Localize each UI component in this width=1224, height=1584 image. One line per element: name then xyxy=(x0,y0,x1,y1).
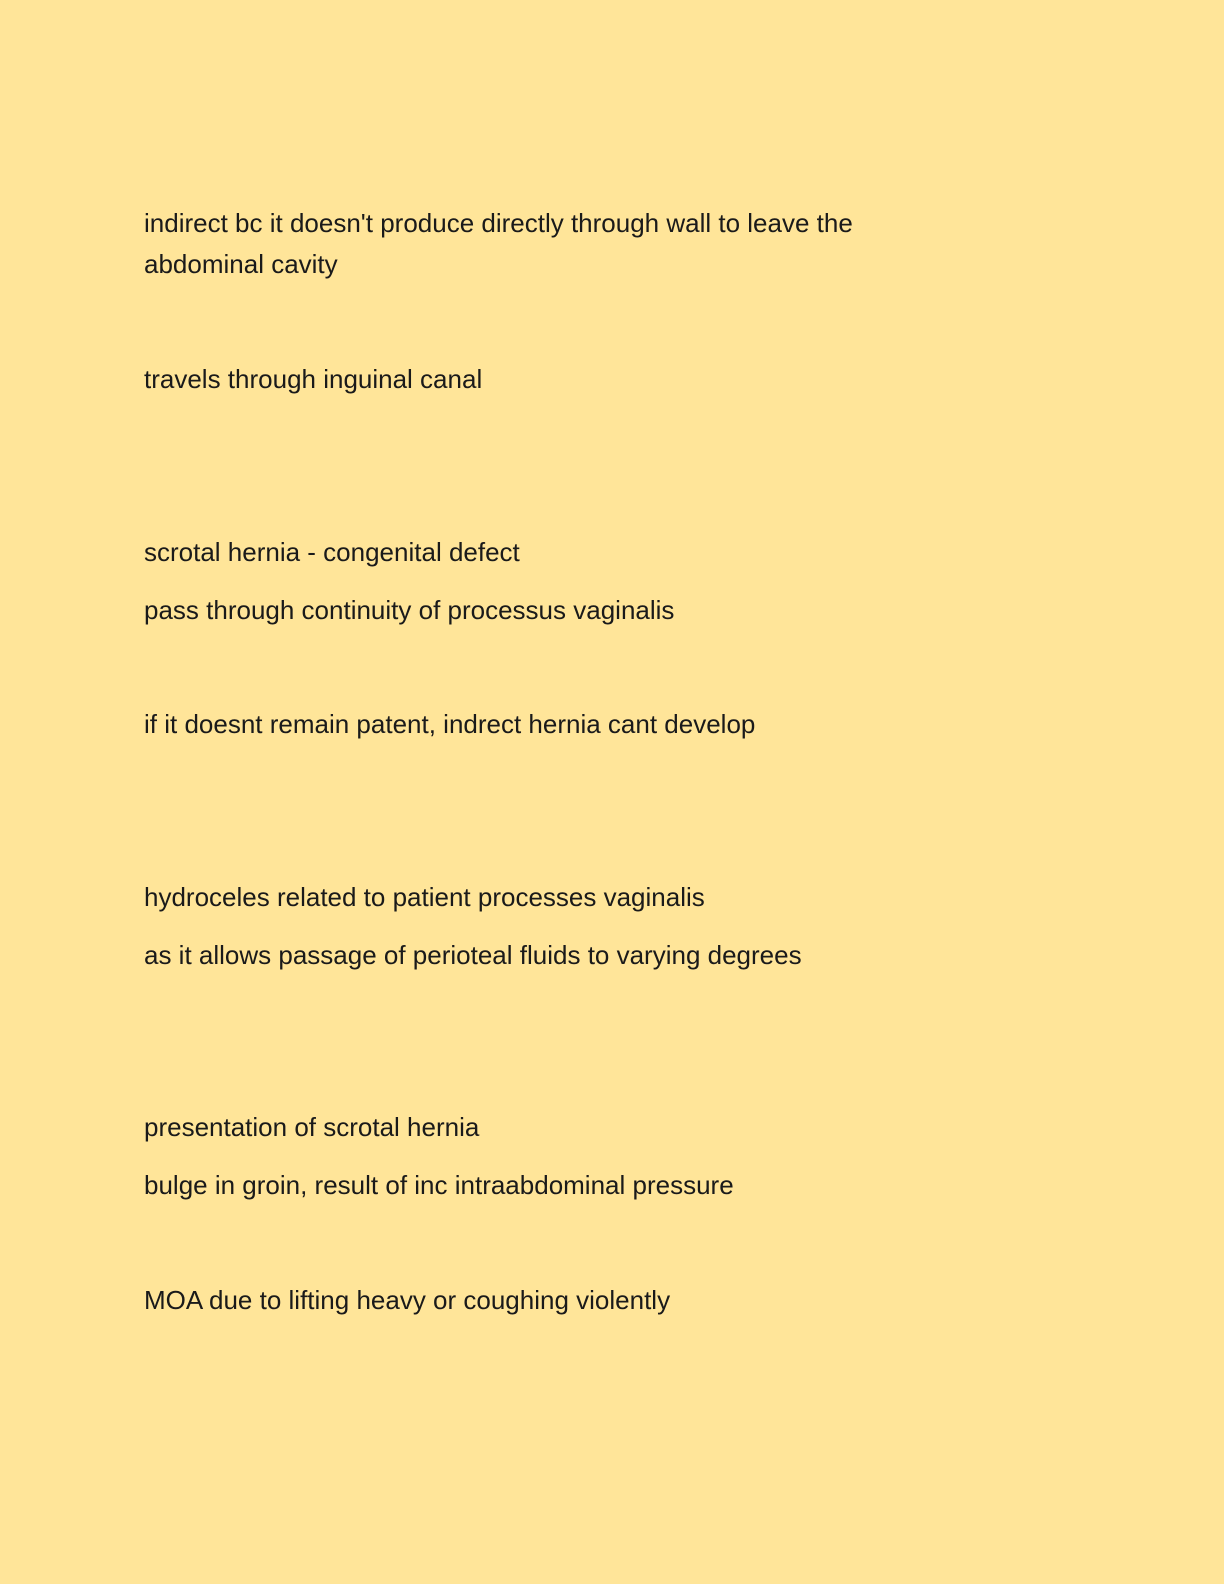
note-line-abdominal-cavity: abdominal cavity xyxy=(144,249,338,279)
note-line-scrotal-hernia: scrotal hernia - congenital defect xyxy=(144,537,520,567)
note-line-indirect: indirect bc it doesn't produce directly through wall to leave the xyxy=(144,208,853,238)
note-line-bulge-in-groin: bulge in groin, result of inc intraabdominal pressure xyxy=(144,1170,734,1200)
note-line-hydroceles: hydroceles related to patient processes vaginalis xyxy=(144,882,705,912)
note-line-inguinal-canal: travels through inguinal canal xyxy=(144,364,483,394)
note-line-presentation: presentation of scrotal hernia xyxy=(144,1112,480,1142)
note-line-patent: if it doesnt remain patent, indrect hernia cant develop xyxy=(144,709,756,739)
note-line-moa: MOA due to lifting heavy or coughing violently xyxy=(144,1285,671,1315)
note-line-peritoneal-fluids: as it allows passage of perioteal fluids to varying degrees xyxy=(144,940,802,970)
note-line-processus-vaginalis: pass through continuity of processus vaginalis xyxy=(144,595,675,625)
